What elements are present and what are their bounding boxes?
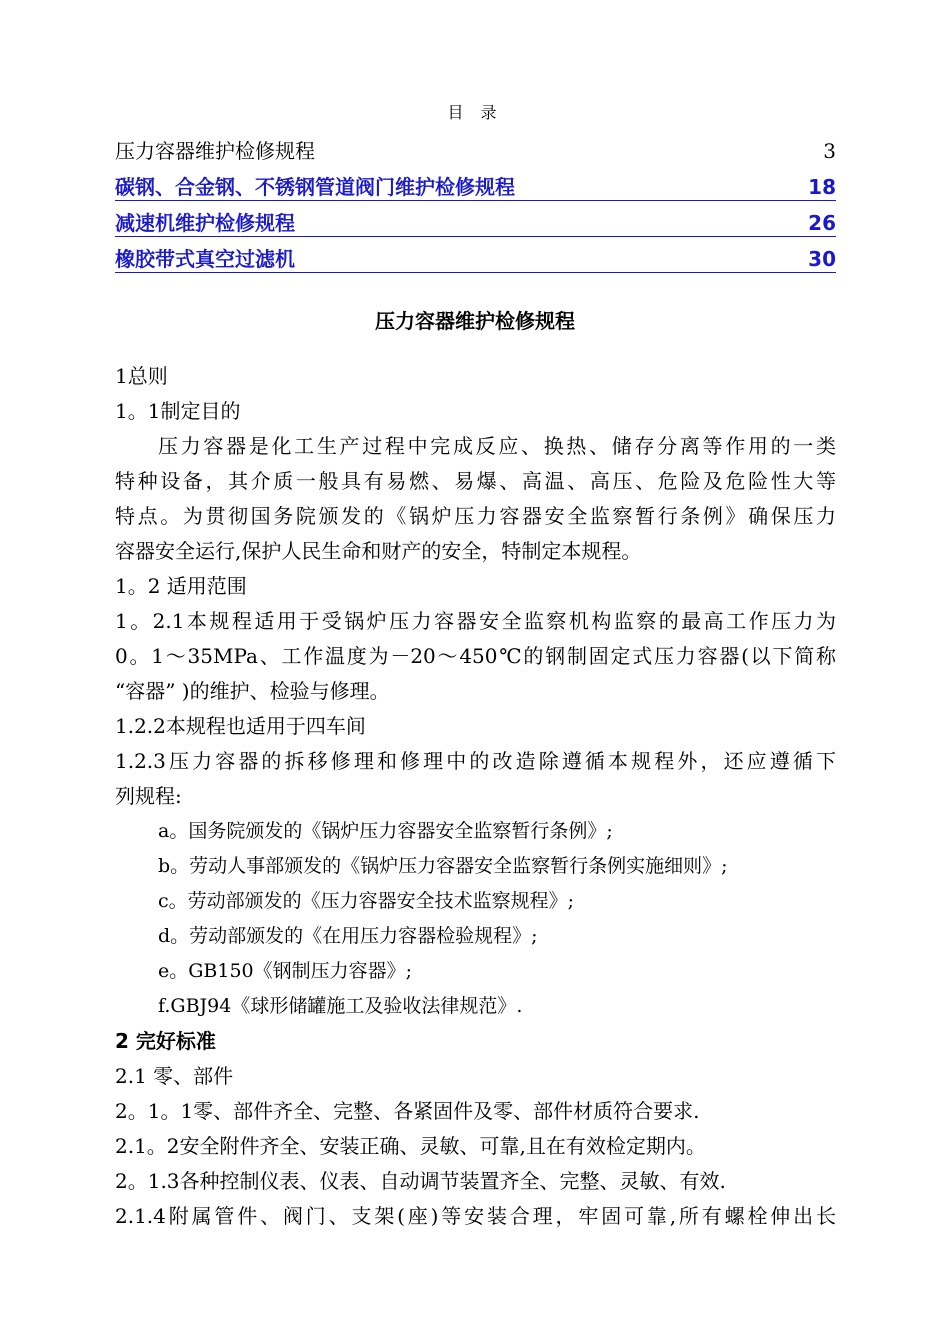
paragraph-line: 特种设备，其介质一般具有易燃、易爆、高温、高压、危险及危险性大等	[115, 469, 836, 493]
paragraph-line: 0。1～35MPa、工作温度为－20～450℃的钢制固定式压力容器(以下简称	[115, 644, 836, 668]
toc-entry-page: 3	[823, 139, 836, 163]
section-heading: 2 完好标准	[115, 1029, 216, 1053]
paragraph-line: 1.2.3压力容器的拆移修理和修理中的改造除遵循本规程外，还应遵循下	[115, 749, 836, 773]
toc-entry-link[interactable]	[115, 170, 836, 201]
toc-entry-title: 压力容器维护检修规程	[115, 139, 315, 163]
paragraph-line: 特点。为贯彻国务院颁发的《锅炉压力容器安全监察暂行条例》确保压力	[115, 504, 836, 528]
list-item: c。劳动部颁发的《压力容器安全技术监察规程》;	[158, 890, 575, 912]
paragraph-line: 列规程:	[115, 784, 182, 808]
section-heading: 1总则	[115, 364, 168, 388]
list-item: b。劳动人事部颁发的《锅炉压力容器安全监察暂行条例实施细则》;	[158, 855, 728, 877]
list-item: d。劳动部颁发的《在用压力容器检验规程》;	[158, 925, 538, 947]
paragraph-line: 1。2.1本规程适用于受锅炉压力容器安全监察机构监察的最高工作压力为	[115, 609, 836, 633]
paragraph-line: 1.2.2本规程也适用于四车间	[115, 714, 366, 738]
toc-entry-page: 18	[808, 175, 836, 199]
paragraph-line: 容器安全运行,保护人民生命和财产的安全，特制定本规程。	[115, 539, 642, 563]
toc-entry-page: 26	[808, 211, 836, 235]
paragraph-line: 2。1.3各种控制仪表、仪表、自动调节装置齐全、完整、灵敏、有效.	[115, 1169, 726, 1193]
list-item: e。GB150《钢制压力容器》;	[158, 960, 413, 982]
paragraph-line: 2.1.4附属管件、阀门、支架(座)等安装合理，牢固可靠,所有螺栓伸出长	[115, 1204, 836, 1228]
list-item: f.GBJ94《球形储罐施工及验收法律规范》.	[158, 995, 523, 1017]
toc-entry-page: 30	[808, 247, 836, 271]
subsection-heading: 1。2 适用范围	[115, 574, 247, 598]
document-title: 压力容器维护检修规程	[375, 309, 575, 333]
subsection-heading: 2.1 零、部件	[115, 1064, 234, 1088]
list-item: a。国务院颁发的《锅炉压力容器安全监察暂行条例》;	[158, 820, 613, 842]
paragraph-line: 2.1。2安全附件齐全、安装正确、灵敏、可靠,且在有效检定期内。	[115, 1134, 706, 1158]
toc-entry-title: 橡胶带式真空过滤机	[115, 247, 295, 271]
paragraph-line: 2。1。1零、部件齐全、完整、各紧固件及零、部件材质符合要求.	[115, 1099, 700, 1123]
toc-entry-title: 减速机维护检修规程	[115, 211, 295, 235]
paragraph-line: “容器” )的维护、检验与修理。	[115, 679, 390, 703]
subsection-heading: 1。1制定目的	[115, 399, 241, 423]
toc-entry-link[interactable]	[115, 206, 836, 237]
toc-entry[interactable]	[115, 134, 836, 164]
paragraph-line: 压力容器是化工生产过程中完成反应、换热、储存分离等作用的一类	[158, 434, 836, 458]
toc-heading: 目 录	[447, 103, 503, 122]
toc-entry-link[interactable]	[115, 242, 836, 273]
toc-entry-title: 碳钢、合金钢、不锈钢管道阀门维护检修规程	[115, 175, 515, 199]
